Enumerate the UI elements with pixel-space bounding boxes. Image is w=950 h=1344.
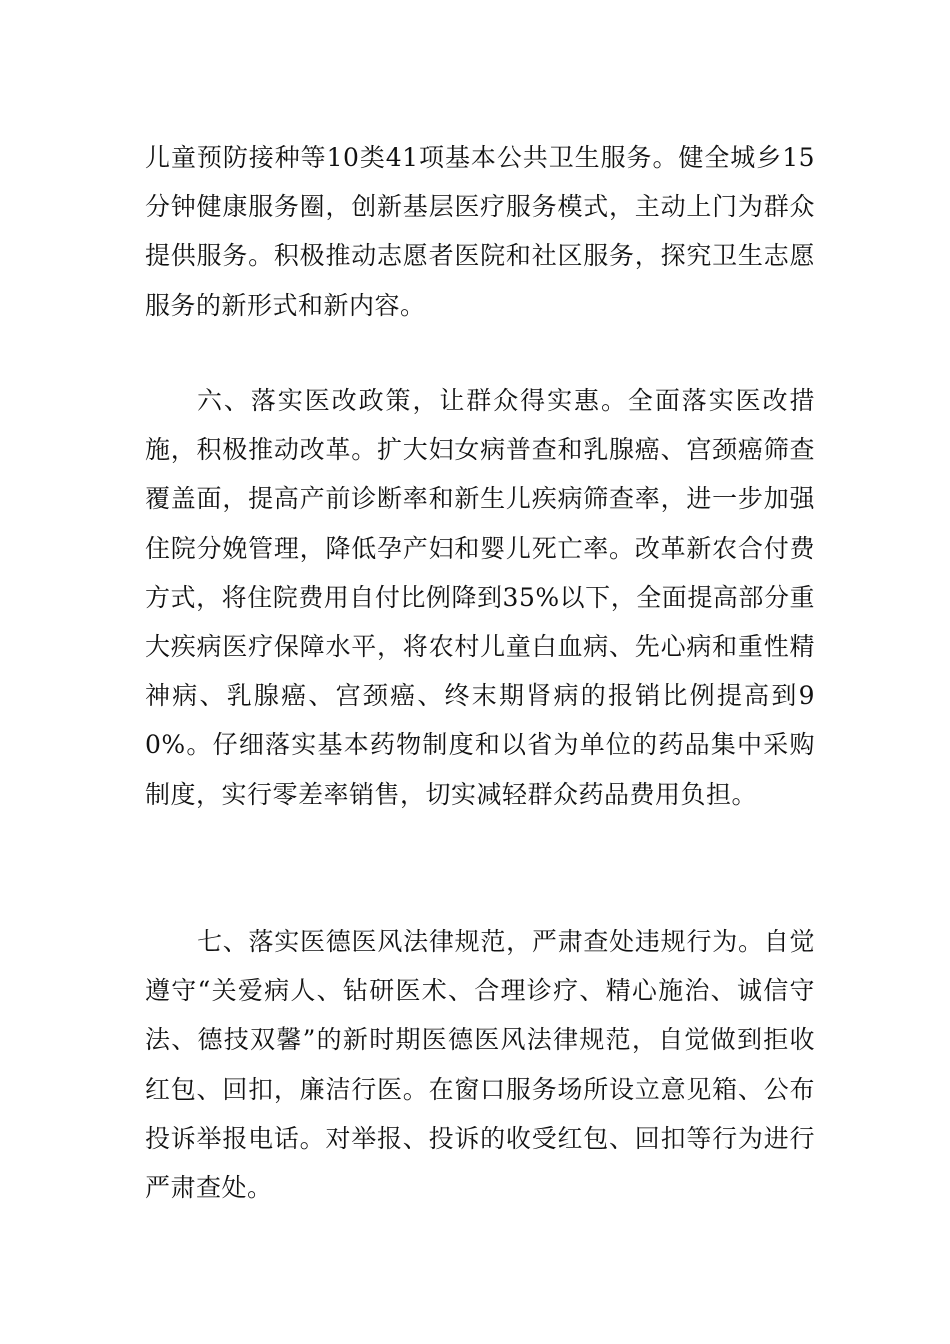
paragraph-section-six: 六、落实医改政策，让群众得实惠。全面落实医改措施，积极推动改革。扩大妇女病普查和乳腺癌、宫颈癌筛查覆盖面，提高产前诊断率和新生儿疾病筛查率，进一步加强住院分娩管理，降低孕产妇和婴儿死亡率。改革新农合付费方式，将住院费用自付比例降到35%以下，全面提高部分重大疾病医疗保障水平，将农村儿童白血病、先心病和重性精神病、乳腺癌、宫颈癌、终末期肾病的报销比例提高到90%。仔细落实基本药物制度和以省为单位的药品集中采购制度，实行零差率销售，切实减轻群众药品费用负担。 bbox=[145, 386, 815, 809]
paragraph-continuation: 儿童预防接种等10类41项基本公共卫生服务。健全城乡15分钟健康服务圈，创新基层医疗服务模式，主动上门为群众提供服务。积极推动志愿者医院和社区服务，探究卫生志愿服务的新形式和新内容。 bbox=[145, 143, 815, 320]
paragraph-section-seven: 七、落实医德医风法律规范，严肃查处违规行为。自觉遵守“关爱病人、钻研医术、合理诊疗、精心施治、诚信守法、德技双馨”的新时期医德医风法律规范，自觉做到拒收红包、回扣，廉洁行医。在窗口服务场所设立意见箱、公布投诉举报电话。对举报、投诉的收受红包、回扣等行为进行严肃查处。 bbox=[145, 927, 815, 1203]
